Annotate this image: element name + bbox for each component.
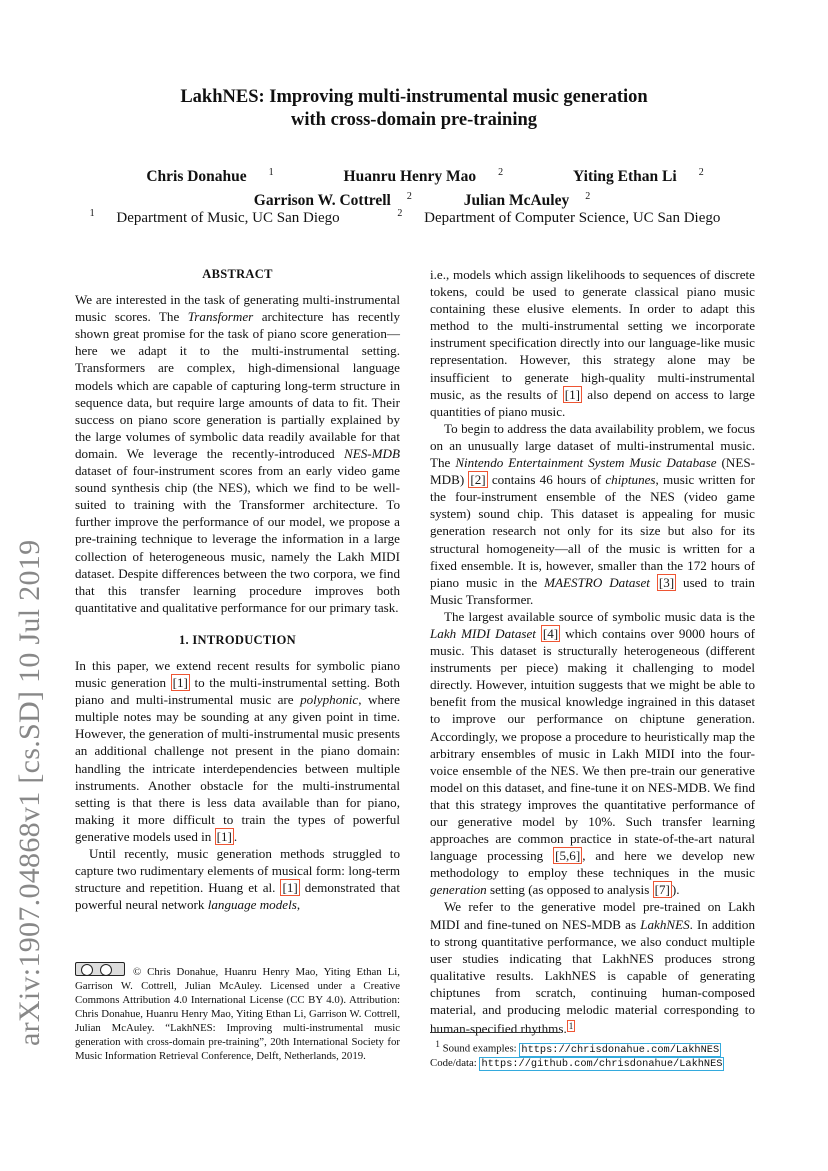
cc-by-icon bbox=[75, 962, 125, 976]
citation-link[interactable]: [5,6] bbox=[555, 848, 581, 864]
abstract-heading: ABSTRACT bbox=[202, 267, 273, 281]
arxiv-identifier: arXiv:1907.04868v1 [cs.SD] 10 Jul 2019 bbox=[13, 539, 46, 1046]
code-data-link[interactable]: https://github.com/chrisdonahue/LakhNES bbox=[481, 1057, 723, 1070]
left-column bbox=[75, 266, 400, 913]
author: Garrison W. Cottrell $^2$ bbox=[253, 191, 412, 210]
footnote-link[interactable]: 1 bbox=[568, 1021, 574, 1032]
author: Chris Donahue $^1$ bbox=[146, 167, 274, 186]
sound-examples-link[interactable]: https://chrisdonahue.com/LakhNES bbox=[521, 1043, 720, 1056]
abstract-text: We are interested in the task of generating multi-instrumental music scores. The Transformer architecture has recently shown great promise for the task of piano score generation—here we adapt it to the multi-instrumental setting. Transformers are complex, high-dimensional language models which are capable of capturing long-term structure in sequence data, but require large amounts of data to fit. Their success on piano score generation is partially explained by the large volumes of symbolic data readily available for that domain. We leverage the recently-introduced NES-MDB dataset of four-instrument scores from an early video game sound synthesis chip (the NES), which we find to be well-suited to training with the Transformer architecture. To further improve the performance of our model, we propose a pre-training technique to leverage the information in a large collection of heterogeneous music, namely the Lakh MIDI dataset. Despite differences between the two corpora, we find that this transfer learning procedure improves both quantitative and qualitative performance for our primary task. bbox=[75, 292, 400, 615]
intro-paragraph: In this paper, we extend recent results for symbolic piano music generation [1] to the multi-instrumental setting. Both piano and multi-instrumental music are polyphonic, where multiple notes may be sounding at any given point in time. However, the generation of multi-instrumental music presents an additional challenge not present in the piano domain: handling the intricate interdependencies between multiple instruments. Another obstacle for the multi-instrumental setting is that there is less data available than for piano, making it more difficult to train the types of powerful generative models used in [1] . bbox=[75, 657, 400, 844]
title-line-2: with cross-domain pre-training bbox=[291, 110, 537, 130]
citation-link[interactable]: [1] bbox=[216, 828, 232, 844]
author: Yiting Ethan Li $^2$ bbox=[573, 167, 704, 186]
intro-paragraph: To begin to address the data availability problem, we focus on an unusually large dataset of multi-instrumental music. The Nintendo Entertainment System Music Database (NES-MDB) [2] contains 46 hours of chiptunes, music written for the four-instrument ensemble of the NES (video game system) sound chip. This dataset is appealing for music generation research not only for its size but also for its structural homogeneity—all of the music is written for a fixed ensemble. It is, however, smaller than the 172 hours of piano music in the MAESTRO Dataset [3] used to train Music Transformer. bbox=[430, 420, 756, 607]
intro-paragraph: Until recently, music generation methods struggled to capture two rudimentary elements of musical form: long-term structure and repetition. Huang et al. [1] demonstrated that powerful neural network language models, bbox=[75, 846, 400, 913]
citation-link[interactable]: [1] bbox=[282, 880, 298, 896]
citation-link[interactable]: [7] bbox=[654, 882, 670, 898]
intro-paragraph: The largest available source of symbolic music data is the Lakh MIDI Dataset [4] which contains over 9000 hours of music. This dataset is structurally heterogeneous (different instruments per piece) making it challenging to model directly. However, intuition suggests that we might be able to benefit from the musical knowledge ingrained in this dataset to improve our performance on chiptune generation. Accordingly, we propose a procedure to heuristically map the arbitrary ensembles of music in Lakh MIDI into the four-voice ensemble of the NES. We then pre-train our generative model on this dataset, and fine-tune it on NES-MDB. We find that this strategy improves the quantitative performance of our generative model by 10%. Such transfer learning approaches are common practice in state-of-the-art natural language processing [5,6] , and here we develop new methodology to employ these techniques in the music generation setting (as opposed to analysis [7] ). bbox=[430, 608, 755, 898]
footnote: $^1$ Sound examples: https://chrisdonahue.com/LakhNES Code/data: https://github.com/chrisdonahue/LakhNES bbox=[430, 1039, 723, 1070]
author: Huanru Henry Mao $^2$ bbox=[343, 167, 504, 186]
citation-link[interactable]: [1] bbox=[564, 386, 581, 402]
affiliations bbox=[0, 204, 828, 228]
right-column bbox=[430, 266, 755, 1037]
paper-title bbox=[0, 86, 828, 132]
title-line-1: LakhNES: Improving multi-instrumental music generation bbox=[180, 87, 648, 107]
author: Julian McAuley $^2$ bbox=[463, 191, 591, 210]
license-note bbox=[75, 962, 400, 1063]
footnote-rule bbox=[430, 1032, 560, 1033]
intro-paragraph: We refer to the generative model pre-trained on Lakh MIDI and fine-tuned on NES-MDB as LakhNES. In addition to strong quantitative performance, we also conduct multiple user studies indicating that LakhNES produces strong qualitative results. LakhNES is capable of generating chiptunes from scratch, continuing human-composed material, and producing melodic material corresponding to human-specified rhythms. $^1$ bbox=[430, 899, 755, 1037]
affiliation: $^2$ Department of Computer Science, UC San Diego bbox=[397, 208, 721, 226]
affiliation: $^1$ Department of Music, UC San Diego bbox=[89, 208, 340, 226]
citation-link[interactable]: [4] bbox=[542, 625, 559, 641]
citation-link[interactable]: [2] bbox=[470, 472, 486, 488]
intro-paragraph: i.e., models which assign likelihoods to sequences of discrete tokens, could be used to generate classical piano music containing these elusive elements. In order to adapt this method to the multi-instrumental setting we incorporate instrument specification directly into our language-like music representation. However, this strategy alone may be insufficient to generate high-quality multi-instrumental music, as the results of [1] also depend on access to large quantities of piano music. bbox=[430, 267, 755, 419]
citation-link[interactable]: [1] bbox=[172, 675, 188, 691]
license-text: © Chris Donahue, Huanru Henry Mao, Yiting Ethan Li, Garrison W. Cottrell, Julian McAuley. Licensed under a Creative Commons Attribution 4.0 International License (CC BY 4.0). Attribution: Chris Donahue, Huanru Henry Mao, Yiting Ethan Li, Garrison W. Cottrell, Julian McAuley. “LakhNES: Improving multi-instrumental music generation with cross-domain pre-training”, 20th International Society for Music Information Retrieval Conference, Delft, Netherlands, 2019. bbox=[75, 966, 400, 1062]
citation-link[interactable]: [3] bbox=[658, 574, 675, 590]
introduction-heading: 1. INTRODUCTION bbox=[178, 632, 296, 647]
